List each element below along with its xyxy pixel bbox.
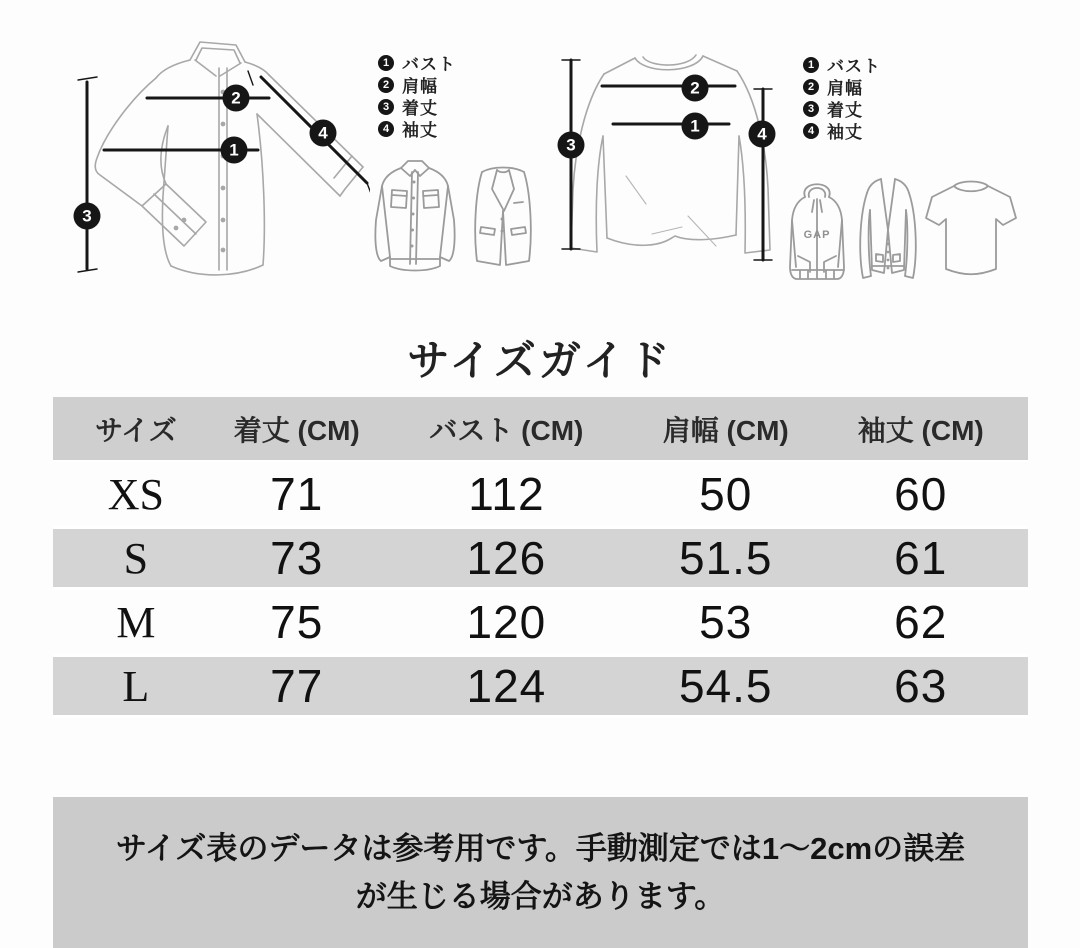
- cardigan-icon: [856, 174, 920, 282]
- table-row-l: [53, 654, 1028, 718]
- size-label: L: [122, 661, 150, 711]
- legend-badge-4: 4: [803, 123, 819, 139]
- blazer-icon: [467, 163, 539, 270]
- legend-badge-3: 3: [803, 101, 819, 117]
- dress-shirt-diagram: [50, 36, 370, 292]
- marker-badges: [74, 85, 337, 230]
- trucker-jacket-icon: [368, 158, 462, 274]
- hoodie-icon: [786, 172, 848, 289]
- legend-badge-1: 1: [803, 57, 819, 73]
- legend-item-bust: 1 バスト: [378, 54, 456, 71]
- length-value: 73: [270, 532, 324, 584]
- bust-value: 112: [468, 468, 545, 520]
- sleeve-value: 62: [894, 596, 948, 648]
- legend-item-length: 3 着丈: [803, 100, 881, 117]
- marker-2-badge: 2: [690, 78, 700, 98]
- sleeve-value: 60: [894, 468, 948, 520]
- column-header-sleeve: 袖丈 (CM): [857, 414, 984, 446]
- size-label: M: [116, 597, 156, 647]
- legend-badge-2: 2: [803, 79, 819, 95]
- note-line-2: が生じる場合があります。: [355, 878, 726, 914]
- marker-1-badge: 1: [229, 140, 239, 160]
- marker-4-badge: 4: [318, 123, 328, 143]
- size-table: [53, 397, 1028, 718]
- legend-item-shoulder: 2 肩幅: [378, 76, 456, 93]
- long-sleeve-shirt-diagram: [540, 38, 800, 294]
- length-value: 75: [270, 596, 324, 648]
- legend-item-length: 3 着丈: [378, 98, 456, 115]
- size-label: S: [123, 533, 149, 583]
- sleeve-value: 61: [894, 532, 948, 584]
- shoulder-value: 54.5: [678, 660, 773, 712]
- marker-2-badge: 2: [231, 88, 241, 108]
- length-value: 71: [270, 468, 324, 520]
- marker-1-badge: 1: [690, 116, 700, 136]
- table-row-s: [53, 526, 1028, 590]
- hoodie-logo-text: GAP: [803, 229, 831, 241]
- column-header-shoulder: 肩幅 (CM): [662, 414, 789, 446]
- page-title: サイズガイド: [407, 337, 673, 384]
- measurement-legend-right: [803, 56, 881, 142]
- shoulder-value: 53: [699, 596, 753, 648]
- column-header-size: サイズ: [94, 414, 177, 446]
- marker-3-badge: 3: [566, 135, 576, 155]
- bust-value: 126: [466, 532, 547, 584]
- legend-badge-1: 1: [378, 55, 394, 71]
- table-row-m: [53, 590, 1028, 654]
- column-header-bust: バスト (CM): [429, 414, 584, 446]
- legend-item-bust: 1 バスト: [803, 56, 881, 73]
- table-row-xs: [53, 462, 1028, 526]
- legend-badge-2: 2: [378, 77, 394, 93]
- legend-item-shoulder: 2 肩幅: [803, 78, 881, 95]
- shoulder-value: 51.5: [678, 532, 773, 584]
- table-header-row: [53, 397, 1028, 462]
- marker-4-badge: 4: [757, 124, 767, 144]
- sleeve-value: 63: [894, 660, 948, 712]
- t-shirt-icon: [924, 177, 1018, 278]
- legend-item-sleeve: 4 袖丈: [378, 120, 456, 137]
- bust-value: 120: [466, 596, 547, 648]
- bust-value: 124: [466, 660, 547, 712]
- measurement-legend-left: [378, 54, 456, 140]
- disclaimer-note: [53, 797, 1028, 948]
- length-value: 77: [270, 660, 324, 712]
- legend-item-sleeve: 4 袖丈: [803, 122, 881, 139]
- note-line-1: サイズ表のデータは参考用です。手動測定では1〜2cmの誤差: [115, 830, 966, 866]
- legend-badge-4: 4: [378, 121, 394, 137]
- marker-3-badge: 3: [82, 206, 92, 226]
- column-header-length: 着丈 (CM): [233, 414, 360, 446]
- shoulder-value: 50: [699, 468, 753, 520]
- legend-badge-3: 3: [378, 99, 394, 115]
- size-label: XS: [107, 469, 164, 519]
